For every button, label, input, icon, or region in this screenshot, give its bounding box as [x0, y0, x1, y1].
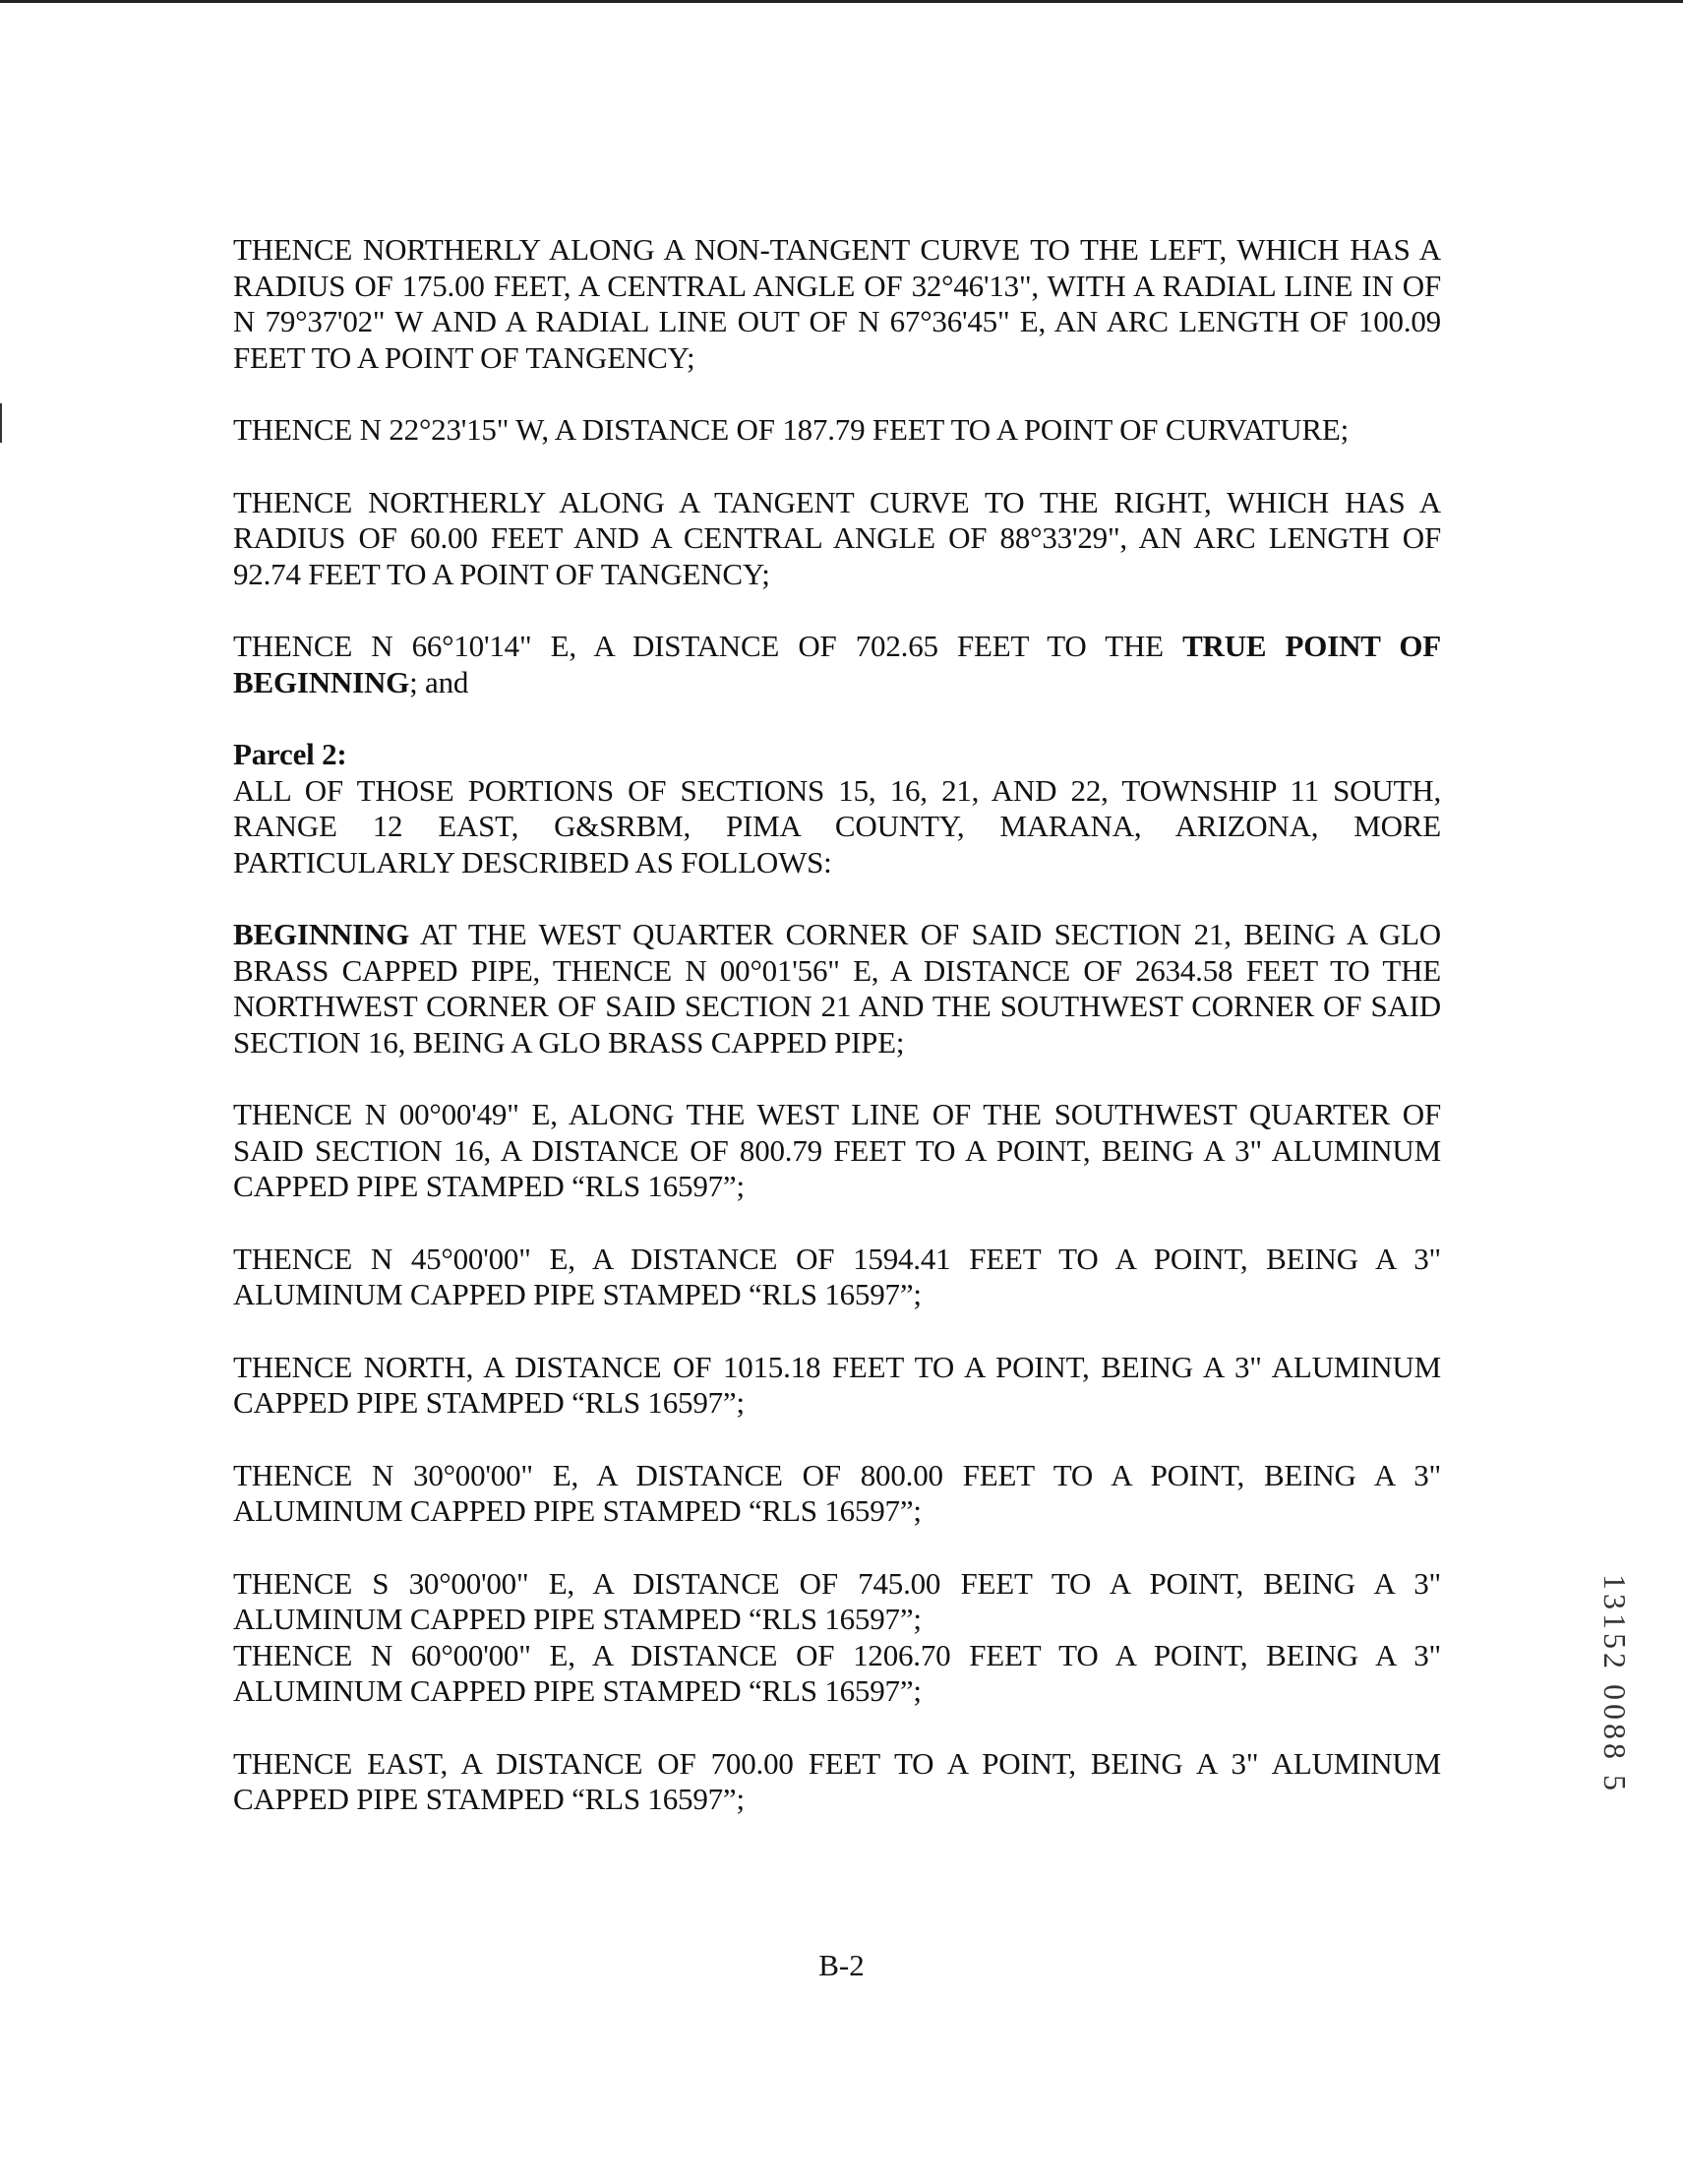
paragraph-parcel-2-description: ALL OF THOSE PORTIONS OF SECTIONS 15, 16, 21, AND 22, TOWNSHIP 11 SOUTH, RANGE 12 EAST, G&SRBM, PIMA COUNTY, MARANA, ARIZONA, MORE PARTICULARLY DESCRIBED AS FOLLOWS: — [233, 772, 1441, 880]
paragraph-north: THENCE NORTH, A DISTANCE OF 1015.18 FEET TO A POINT, BEING A 3" ALUMINUM CAPPED PIPE STAMPED “RLS 16597”; — [233, 1349, 1441, 1420]
paragraph-text: ; and — [409, 664, 469, 699]
paragraph-true-point-of-beginning — [233, 629, 1441, 700]
paragraph-point-of-curvature: THENCE N 22°23'15" W, A DISTANCE OF 187.79 FEET TO A POINT OF CURVATURE; — [233, 412, 1350, 447]
document-stamp — [1597, 1574, 1651, 1850]
paragraph-n60: THENCE N 60°00'00" E, A DISTANCE OF 1206.70 FEET TO A POINT, BEING A 3" ALUMINUM CAPPED PIPE STAMPED “RLS 16597”; — [233, 1637, 1441, 1708]
paragraph-s30: THENCE S 30°00'00" E, A DISTANCE OF 745.00 FEET TO A POINT, BEING A 3" ALUMINUM CAPPED PIPE STAMPED “RLS 16597”; — [233, 1565, 1441, 1636]
paragraph-text: THENCE N 66°10'14" E, A DISTANCE OF 702.65 FEET TO THE — [233, 629, 1183, 663]
paragraph-beginning — [233, 917, 1441, 1061]
top-border-line — [0, 0, 1683, 3]
parcel-2-heading: Parcel 2: — [233, 737, 347, 771]
paragraph-tangent-curve: THENCE NORTHERLY ALONG A TANGENT CURVE TO THE RIGHT, WHICH HAS A RADIUS OF 60.00 FEET AND A CENTRAL ANGLE OF 88°33'29", AN ARC LENGTH OF 92.74 FEET TO A POINT OF TANGENCY; — [233, 484, 1441, 591]
page-number: B-2 — [818, 1948, 865, 1982]
true-point-of-beginning-label: TRUE POINT OF BEGINNING — [233, 629, 1441, 699]
paragraph-text: AT THE WEST QUARTER CORNER OF SAID SECTION 21, BEING A GLO BRASS CAPPED PIPE, THENCE N 00°01'56" E, A DISTANCE OF 2634.58 FEET TO THE NORTHWEST CORNER OF SAID SECTION 21 AND THE SOUTHWEST CORNER OF SAID SECTION 16, BEING A GLO BRASS CAPPED PIPE; — [233, 917, 1441, 1060]
paragraph-n30: THENCE N 30°00'00" E, A DISTANCE OF 800.00 FEET TO A POINT, BEING A 3" ALUMINUM CAPPED PIPE STAMPED “RLS 16597”; — [233, 1457, 1441, 1528]
paragraph-nontangent-curve: THENCE NORTHERLY ALONG A NON-TANGENT CURVE TO THE LEFT, WHICH HAS A RADIUS OF 175.00 FEET, A CENTRAL ANGLE OF 32°46'13", WITH A RADIAL LINE IN OF N 79°37'02" W AND A RADIAL LINE OUT OF N 67°36'45" E, AN ARC LENGTH OF 100.09 FEET TO A POINT OF TANGENCY; — [233, 232, 1441, 375]
beginning-label: BEGINNING — [233, 917, 410, 951]
document-stamp-text: 13152 0088 5 — [1597, 1574, 1633, 1794]
paragraph-east: THENCE EAST, A DISTANCE OF 700.00 FEET TO A POINT, BEING A 3" ALUMINUM CAPPED PIPE STAMPED “RLS 16597”; — [233, 1745, 1441, 1816]
paragraph-n45: THENCE N 45°00'00" E, A DISTANCE OF 1594.41 FEET TO A POINT, BEING A 3" ALUMINUM CAPPED PIPE STAMPED “RLS 16597”; — [233, 1241, 1441, 1311]
paragraph-west-line: THENCE N 00°00'49" E, ALONG THE WEST LINE OF THE SOUTHWEST QUARTER OF SAID SECTION 16, A DISTANCE OF 800.79 FEET TO A POINT, BEING A 3" ALUMINUM CAPPED PIPE STAMPED “RLS 16597”; — [233, 1097, 1441, 1203]
legal-description-body — [233, 232, 1441, 1854]
scan-edge-mark — [0, 403, 2, 443]
